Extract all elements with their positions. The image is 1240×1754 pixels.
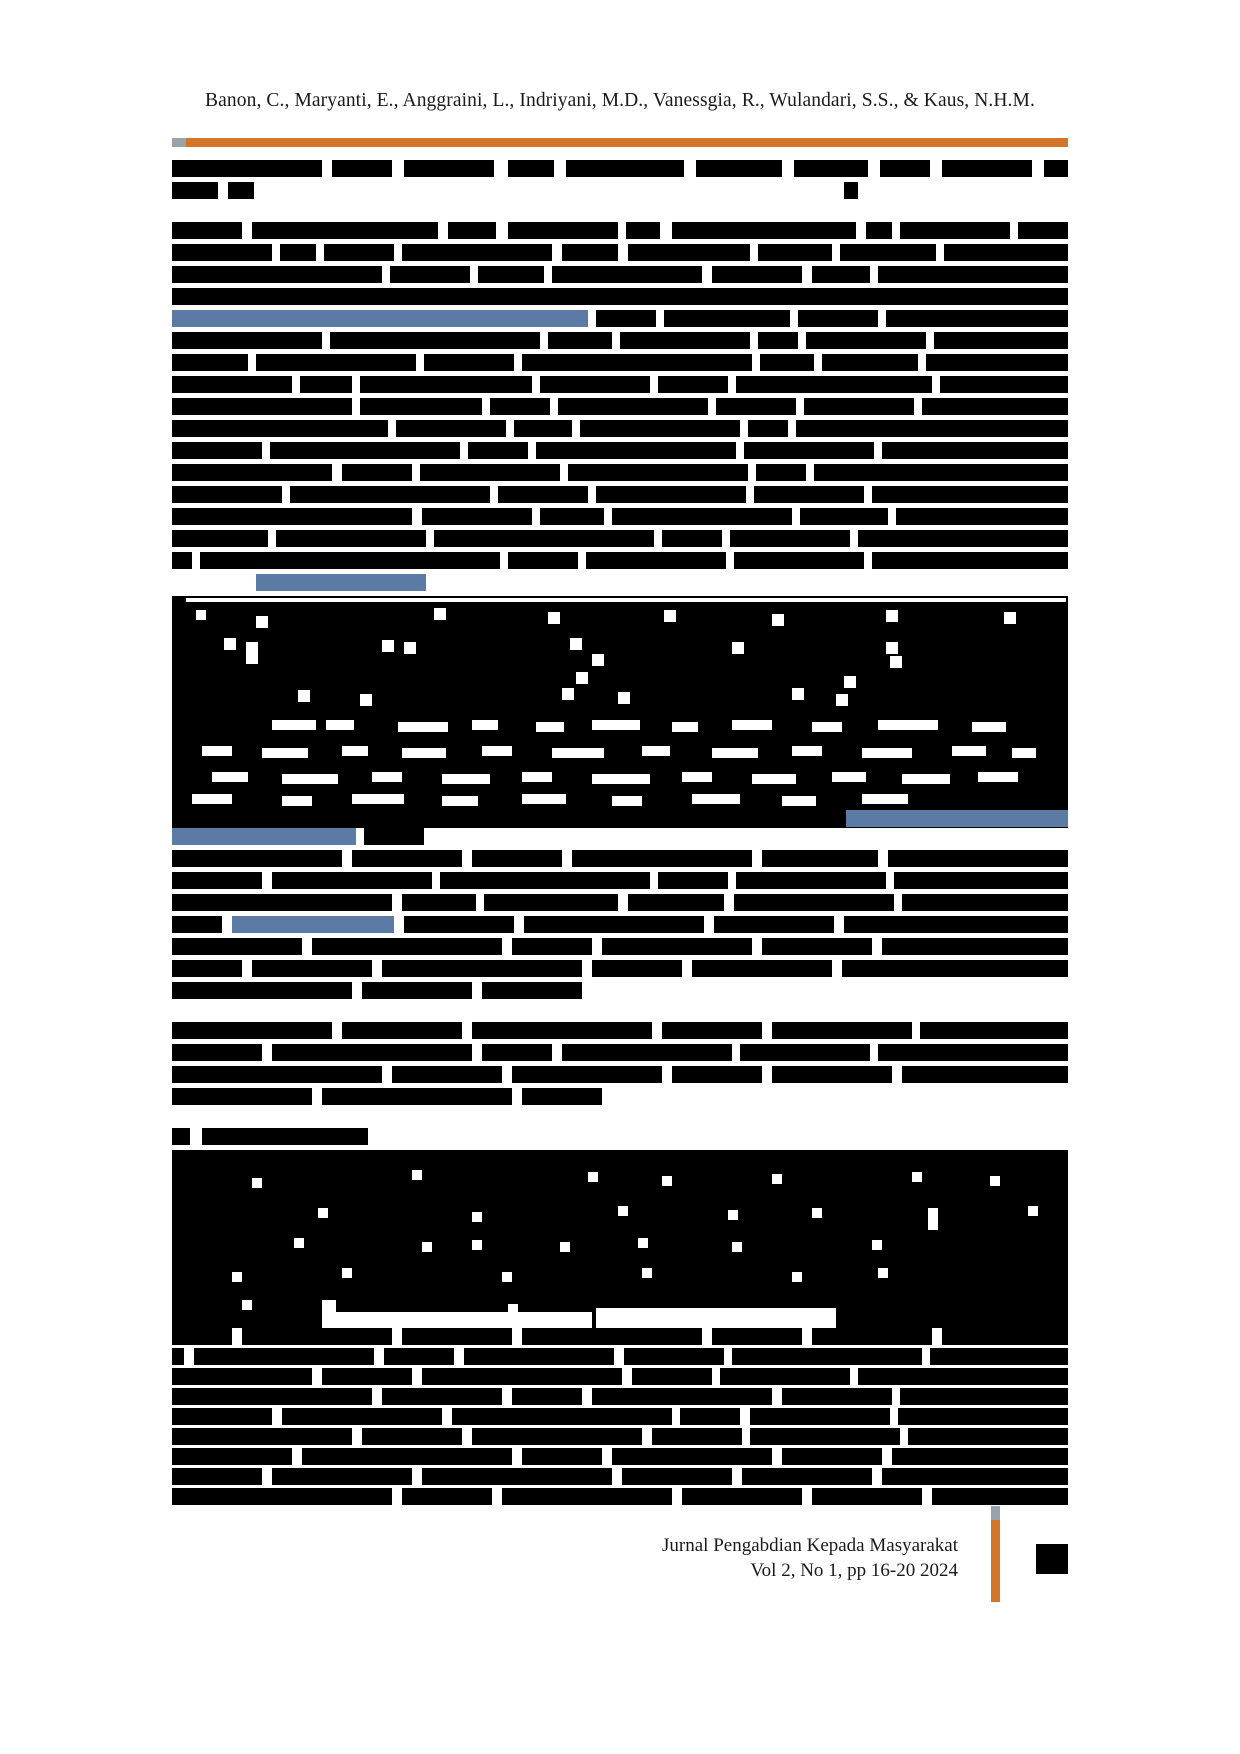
- text-line: [172, 1328, 1068, 1346]
- text-line: [172, 354, 1068, 371]
- figure-1: [172, 596, 1068, 828]
- paragraph-6: [172, 1328, 1068, 1506]
- text-line: [172, 1488, 1068, 1506]
- text-line: [172, 1408, 1068, 1426]
- caption-line: [172, 1128, 1068, 1145]
- caption-1: [172, 1128, 1068, 1145]
- text-line: [172, 1066, 1068, 1083]
- paragraph-3: [172, 310, 1068, 591]
- text-line: [172, 1348, 1068, 1366]
- text-line: [172, 288, 1068, 305]
- text-line: [172, 1368, 1068, 1386]
- footer-volume-info: Vol 2, No 1, pp 16-20 2024: [750, 1560, 958, 1582]
- figure-2: [172, 1150, 1068, 1328]
- header-accent-rule: [172, 138, 1068, 147]
- text-line: [172, 1388, 1068, 1406]
- text-line: [172, 850, 1068, 867]
- text-line-with-citation: [172, 310, 1068, 327]
- text-line: [172, 894, 1068, 911]
- text-line: [172, 244, 1068, 261]
- text-line-with-citation: [172, 574, 1068, 591]
- text-line: [172, 376, 1068, 393]
- citation-highlight: [846, 810, 1068, 827]
- citation-highlight: [172, 828, 356, 845]
- header-accent-rule-cap: [172, 138, 186, 147]
- paragraph-gap: [172, 204, 1068, 222]
- text-line: [172, 982, 1068, 999]
- text-line: [172, 222, 1068, 239]
- text-line: [172, 872, 1068, 889]
- text-line: [172, 1044, 1068, 1061]
- text-line-with-citation: [172, 828, 1068, 845]
- text-line: [172, 530, 1068, 547]
- text-line-with-citation: [172, 916, 1068, 933]
- text-line: [172, 938, 1068, 955]
- text-line: [172, 960, 1068, 977]
- paragraph-1: [172, 160, 1068, 199]
- text-line: [172, 398, 1068, 415]
- footer-accent-rule-cap: [991, 1506, 1000, 1520]
- paragraph-gap: [172, 1110, 1068, 1128]
- running-head: Banon, C., Maryanti, E., Anggraini, L., Indriyani, M.D., Vanessgia, R., Wulandari, S.S., & Kaus, N.H.M.: [205, 90, 1035, 111]
- text-line: [172, 182, 1068, 199]
- article-body: [172, 160, 1068, 1508]
- citation-highlight: [256, 574, 426, 591]
- text-line: [172, 552, 1068, 569]
- citation-highlight: [172, 310, 588, 327]
- text-line: [172, 486, 1068, 503]
- text-line: [172, 332, 1068, 349]
- text-line: [172, 1468, 1068, 1486]
- paragraph-gap: [172, 1004, 1068, 1022]
- text-line: [172, 442, 1068, 459]
- page-number-marker: [1036, 1544, 1068, 1574]
- text-line: [172, 1022, 1068, 1039]
- text-line: [172, 1428, 1068, 1446]
- footer-journal-title: Jurnal Pengabdian Kepada Masyarakat: [662, 1534, 958, 1556]
- paragraph-2: [172, 222, 1068, 305]
- paragraph-5: [172, 1022, 1068, 1105]
- text-line: [172, 464, 1068, 481]
- text-line: [172, 1448, 1068, 1466]
- text-line: [172, 160, 1068, 177]
- text-line: [172, 1088, 1068, 1105]
- text-line: [172, 266, 1068, 283]
- text-line: [172, 420, 1068, 437]
- citation-highlight: [232, 916, 394, 933]
- footer-accent-rule: [991, 1506, 1000, 1602]
- paragraph-4: [172, 828, 1068, 999]
- text-line: [172, 508, 1068, 525]
